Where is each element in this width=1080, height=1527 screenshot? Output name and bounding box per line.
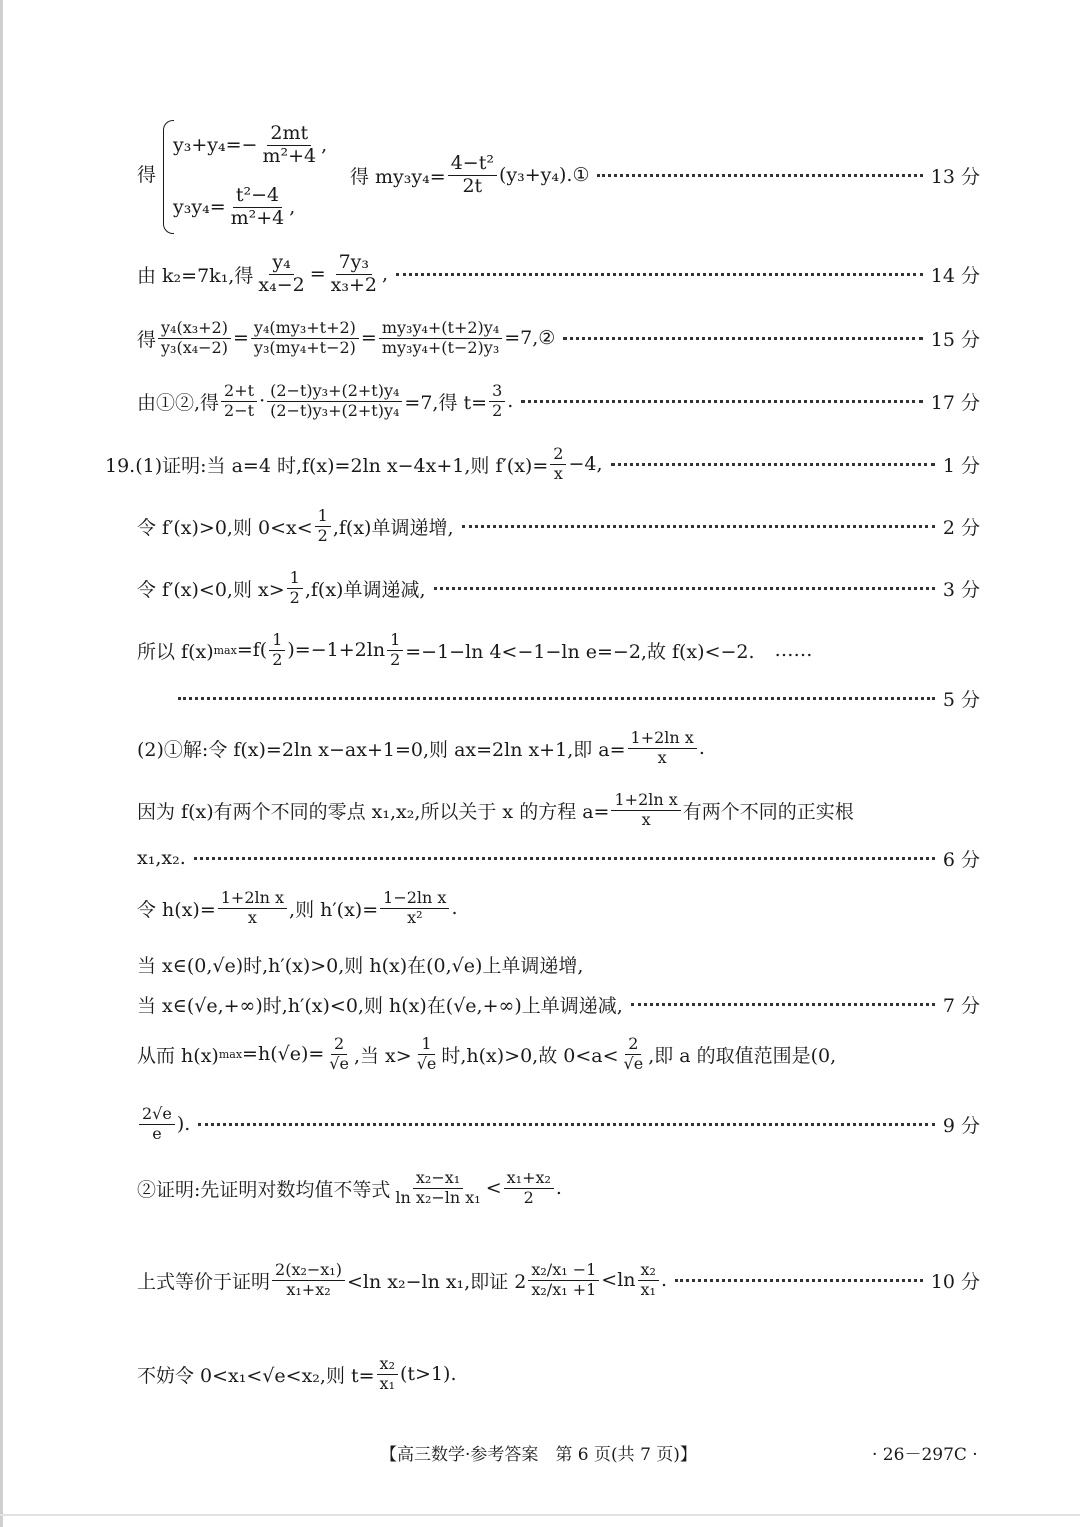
q19-line-10: 当 x∈(0,√e)时,h′(x)>0,则 h(x)在(0,√e)上单调递增,	[137, 954, 584, 977]
score-label: 6 分	[942, 848, 980, 871]
fraction: $\frac{\text{t²−4}}{\text{m²+4}}$	[230, 183, 285, 229]
equation-system-block	[137, 118, 980, 238]
fraction: $\frac{2√e}{e}$	[139, 1105, 175, 1143]
solution-line-17: 由①②,得 $\frac{2+t}{2-t}$ · $\frac{\text{(2−t)y₃+(2+t)y₄}}{\text{(2−t)y₃+(2+t)y₄}}$ =7,得 t= $\frac{3}{2}$ . 17 分	[137, 381, 980, 420]
fraction: $\frac{2}{x}$	[550, 445, 566, 483]
score-label: 13 分	[930, 165, 980, 188]
q19-line-9: 令 h(x)= $\frac{\text{1+2ln x}}{x}$ ,则 h′(x)= $\frac{\text{1−2ln x}}{\text{x²}}$ .	[137, 888, 458, 927]
fraction: $\frac{\text{y₄(my₃+t+2)}}{\text{y₃(my₄+t−2)}}$	[251, 319, 359, 357]
fraction: $\frac{\text{x₂−x₁}}{\text{ln x₂−ln x₁}}$	[395, 1168, 481, 1207]
de-label: 得	[137, 164, 157, 186]
dot-leader	[462, 525, 935, 528]
dot-leader	[194, 857, 935, 860]
fraction: $\frac{1}{2}$	[269, 631, 285, 669]
fraction: $\frac{\text{1+2ln x}}{x}$	[611, 791, 680, 829]
q19-line-4: 所以 f(x) max =f( $\frac{1}{2}$ )=−1+2ln $\frac{1}{2}$ =−1−ln 4<−1−ln e=−2,故 f(x)<−2. ……	[137, 630, 813, 669]
dot-leader	[396, 273, 923, 276]
q19-line-15: 上式等价于证明 $\frac{\text{2(x₂−x₁)}}{\text{x₁+x₂}}$ <ln x₂−ln x₁,即证 2 $\frac{\text{x₂/x₁ −1}}{\text{x₂/x₁ +1}}$ <ln $\frac{\text{x₂}}{\text{x₁}}$ . 10 分	[137, 1260, 980, 1299]
system-line-1: y₃+y₄=− $\frac{2mt}{\text{m²+4}}$ ,	[173, 121, 328, 167]
score-label: 10 分	[930, 1270, 980, 1293]
dot-leader	[434, 587, 935, 590]
dot-leader	[563, 337, 922, 340]
page-bottom-edge	[0, 1514, 1080, 1516]
q19-line-8: x₁,x₂. 6 分	[137, 834, 980, 882]
system-line-2: y₃y₄= $\frac{\text{t²−4}}{\text{m²+4}}$ ,	[173, 183, 296, 229]
score-label: 7 分	[942, 994, 980, 1017]
fraction: $\frac{\text{x₂}}{\text{x₁}}$	[638, 1261, 659, 1299]
fraction: $\frac{2}{√e}$	[329, 1034, 349, 1073]
dot-leader	[611, 463, 935, 466]
q19-line-16: 不妨令 0<x₁<√e<x₂,则 t= $\frac{\text{x₂}}{\text{x₁}}$ (t>1).	[137, 1354, 457, 1393]
fraction: $\frac{1}{2}$	[387, 631, 403, 669]
compound-fraction: $\frac{\text{x₂/x₁ −1}}{\text{x₂/x₁ +1}}$	[528, 1261, 599, 1299]
dot-leader	[675, 1279, 923, 1282]
score-label: 1 分	[942, 454, 980, 477]
q19-line-7: 因为 f(x)有两个不同的零点 x₁,x₂,所以关于 x 的方程 a= $\frac{\text{1+2ln x}}{x}$ 有两个不同的正实根	[137, 790, 854, 829]
fraction: $\frac{\text{x₂}}{\text{x₁}}$	[377, 1355, 398, 1393]
footer-title: 【高三数学·参考答案 第 6 页(共 7 页)】	[380, 1445, 697, 1465]
fraction: $\frac{\text{1−2ln x}}{\text{x²}}$	[380, 889, 449, 927]
score-label: 3 分	[942, 578, 980, 601]
fraction: $\frac{\text{1+2ln x}}{x}$	[628, 729, 697, 767]
score-label: 14 分	[930, 264, 980, 287]
fraction: $\frac{1}{√e}$	[416, 1034, 437, 1073]
fraction: $\frac{\text{4−t²}}{2t}$	[448, 153, 497, 198]
score-label: 9 分	[942, 1114, 980, 1137]
system-result: 得 my₃y₄= $\frac{\text{4−t²}}{2t}$ (y₃+y₄).① 13 分	[350, 151, 980, 197]
fraction: $\frac{\text{x₁+x₂}}{2}$	[504, 1169, 554, 1207]
footer-code: · 26－297C ·	[872, 1445, 978, 1465]
q19-line-12: 从而 h(x) max =h(√e)= $\frac{2}{√e}$ ,当 x> $\frac{1}{√e}$ 时,h(x)>0,故 0<a< $\frac{2}{√e}$ ,即 a 的取值范围是(0,	[137, 1034, 837, 1073]
score-label: 2 分	[942, 516, 980, 539]
fraction: $\frac{2}{√e}$	[623, 1034, 644, 1073]
fraction: $\frac{1}{2}$	[287, 569, 303, 607]
q19-line-14: ②证明:先证明对数均值不等式 $\frac{\text{x₂−x₁}}{\text{ln x₂−ln x₁}}$ < $\frac{\text{x₁+x₂}}{2}$ .	[137, 1168, 562, 1207]
q19-line-11: 当 x∈(√e,+∞)时,h′(x)<0,则 h(x)在(√e,+∞)上单调递减, 7 分	[137, 980, 980, 1028]
q19-line-13: $\frac{2√e}{e}$ ). 9 分	[137, 1100, 980, 1148]
fraction: $\frac{\text{(2−t)y₃+(2+t)y₄}}{\text{(2−t)y₃+(2+t)y₄}}$	[267, 382, 402, 420]
dot-leader	[521, 400, 922, 403]
solution-line-14: 由 k₂=7k₁,得 $\frac{\text{y₄}}{\text{x₄−2}}$ = $\frac{\text{7y₃}}{\text{x₃+2}}$ , 14 分	[137, 250, 980, 296]
fraction: $\frac{\text{7y₃}}{\text{x₃+2}}$	[330, 250, 377, 296]
solution-line-15: 得 $\frac{\text{y₄(x₃+2)}}{\text{y₃(x₄−2)}}$ = $\frac{\text{y₄(my₃+t+2)}}{\text{y₃(my₄+t−2)}}$ = $\frac{\text{my₃y₄+(t+2)y₄}}{\text{my₃y₄+(t−2)y₃}}$ =7,② 15 分	[137, 318, 980, 357]
dot-leader	[631, 1003, 935, 1006]
fraction: $\frac{\text{y₄}}{\text{x₄−2}}$	[258, 250, 305, 296]
dot-leader	[198, 1123, 935, 1126]
q19-line-6: (2)①解:令 f(x)=2ln x−ax+1=0,则 ax=2ln x+1,即 a= $\frac{\text{1+2ln x}}{x}$ .	[137, 728, 705, 767]
dot-leader	[178, 697, 935, 700]
fraction: $\frac{\text{1+2ln x}}{x}$	[218, 889, 287, 927]
q19-line-5	[178, 674, 980, 722]
fraction: $\frac{\text{my₃y₄+(t+2)y₄}}{\text{my₃y₄+(t−2)y₃}}$	[379, 319, 502, 357]
q19-line-2: 令 f′(x)>0,则 0<x< $\frac{1}{2}$ ,f(x)单调递增, 2 分	[137, 506, 980, 545]
fraction: $\frac{3}{2}$	[489, 382, 505, 420]
fraction: $\frac{2mt}{\text{m²+4}}$	[262, 121, 317, 167]
q19-line-3: 令 f′(x)<0,则 x> $\frac{1}{2}$ ,f(x)单调递减, 3 分	[137, 568, 980, 607]
fraction: $\frac{1}{2}$	[315, 507, 331, 545]
score-label: 15 分	[930, 328, 980, 351]
q19-line-1: 19.(1)证明:当 a=4 时,f(x)=2ln x−4x+1,则 f′(x)= $\frac{2}{x}$ −4, 1 分	[105, 444, 980, 483]
score-label: 17 分	[930, 391, 980, 414]
dot-leader	[597, 174, 922, 177]
score-label: 5 分	[942, 688, 980, 711]
fraction: $\frac{\text{y₄(x₃+2)}}{\text{y₃(x₄−2)}}$	[158, 319, 231, 357]
page-left-edge	[0, 0, 3, 1527]
fraction: $\frac{2+t}{2-t}$	[221, 382, 257, 420]
fraction: $\frac{\text{2(x₂−x₁)}}{\text{x₁+x₂}}$	[272, 1261, 345, 1299]
